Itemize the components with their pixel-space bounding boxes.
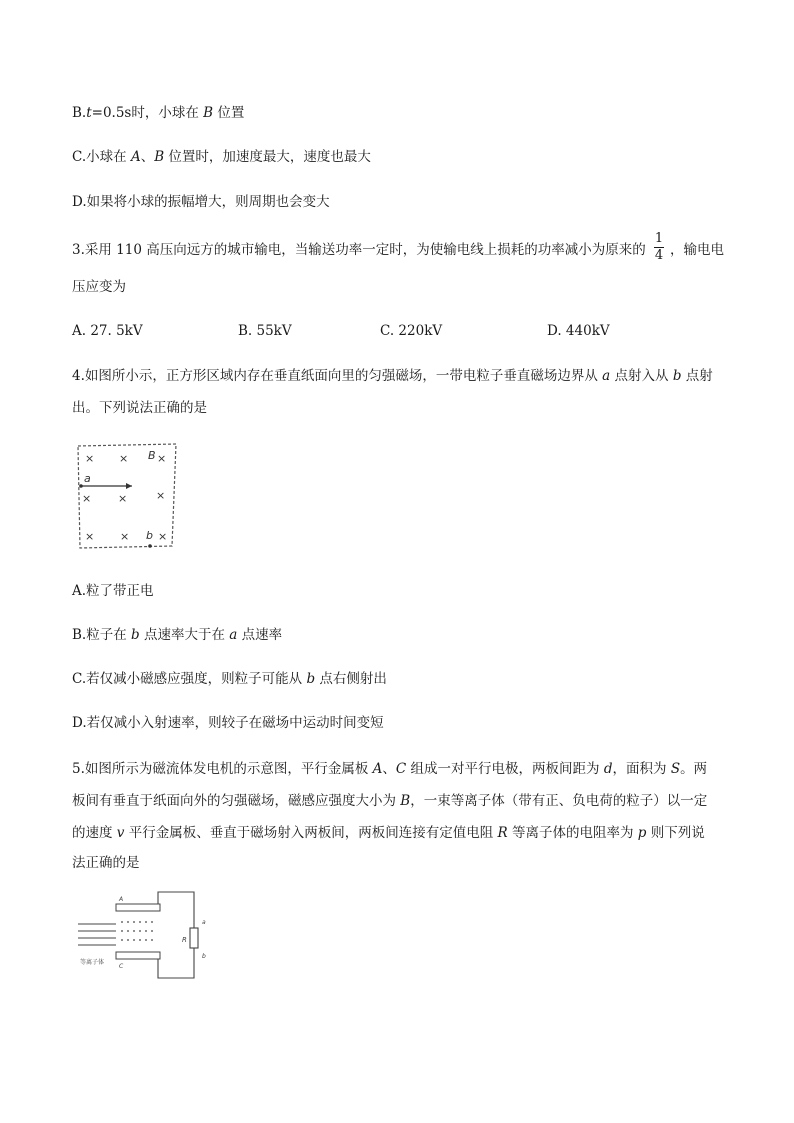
- q5-text: 的速度: [72, 825, 117, 841]
- q5-text: ，面积为: [612, 761, 671, 777]
- plate-A: [116, 904, 160, 911]
- q4-option-c: [72, 669, 387, 689]
- q4-stem-text: 4.如图所小示，正方形区域内存在垂直纸面向里的匀强磁场，一带电粒子垂直磁场边界从: [72, 368, 603, 384]
- field-cross: ×: [118, 492, 128, 505]
- exit-point-b: [148, 544, 152, 548]
- q5-stem-line3: [72, 823, 705, 843]
- var-B: B: [154, 149, 165, 165]
- q3-fraction: [654, 232, 664, 263]
- q2-option-c: [72, 147, 371, 167]
- var-b: b: [306, 671, 316, 687]
- q5-text: ，一束等离子体（带有正、负电荷的粒子）以一定: [410, 793, 708, 809]
- var-R: R: [497, 825, 508, 841]
- entry-point-a: [79, 484, 83, 488]
- q5-stem-line1: [72, 759, 707, 779]
- q4-stem-text: 点射: [681, 368, 713, 384]
- var-v: v: [116, 825, 125, 841]
- q3-option-b: B. 55kV: [238, 323, 292, 339]
- q3-stem-text: 3.采用 110 高压向远方的城市输电，当输送功率一定时，为使输电线上损耗的功率减小为原来的: [72, 242, 646, 258]
- q2-option-b-suffix: 位置: [213, 105, 245, 121]
- var-a: a: [602, 368, 611, 384]
- field-cross: ×: [85, 530, 95, 543]
- q2-option-d: D.如果将小球的振幅增大，则周期也会变大: [72, 194, 330, 210]
- q4-option-a: A.粒了带正电: [72, 583, 154, 599]
- q5-text: 。两: [680, 761, 708, 777]
- field-dots: [121, 921, 153, 941]
- var-b: b: [131, 627, 140, 643]
- q4-option-c-suffix: 点右侧射出: [315, 671, 387, 687]
- q4-option-b-prefix: B.粒子在: [72, 627, 132, 643]
- label-a: a: [84, 472, 91, 485]
- q2-option-b: [72, 103, 244, 123]
- q4-option-c-prefix: C.若仅减小磁感应强度，则粒子可能从: [72, 671, 307, 687]
- arrow-head: [126, 483, 132, 489]
- q5-mhd-generator-figure: [72, 886, 212, 986]
- q2-option-c-prefix: C.小球在: [72, 149, 131, 165]
- var-S: S: [670, 761, 681, 777]
- field-cross: ×: [156, 489, 166, 502]
- var-C: C: [395, 761, 407, 777]
- circuit-wire-bottom: [158, 946, 194, 978]
- resistor-R: [190, 928, 198, 948]
- q5-stem-line4: 法正确的是: [72, 855, 140, 871]
- q5-text: 组成一对平行电极，两板间距为: [406, 761, 604, 777]
- plate-C: [116, 952, 160, 959]
- var-a: a: [229, 627, 238, 643]
- label-B: B: [148, 449, 156, 462]
- label-C: C: [119, 963, 124, 970]
- label-b: b: [202, 953, 206, 960]
- field-cross: ×: [119, 452, 129, 465]
- q2-option-b-text: =0.5s时，小球在: [91, 105, 204, 121]
- q3-stem-line1-end: ，输电电: [670, 242, 724, 258]
- separator: 、: [382, 761, 396, 777]
- var-B: B: [203, 105, 214, 121]
- label-R: R: [182, 936, 187, 944]
- q4-option-d: D.若仅减小入射速率，则较子在磁场中运动时间变短: [72, 715, 384, 731]
- var-t: t: [86, 105, 92, 121]
- q3-stem-line2: 压应变为: [72, 279, 126, 295]
- q3-stem-line1: [72, 240, 646, 260]
- label-a: a: [202, 919, 206, 926]
- field-cross: ×: [157, 452, 167, 465]
- q4-stem-line1: [72, 366, 713, 386]
- q5-stem-line2: [72, 791, 707, 811]
- q5-text: 5.如图所示为磁流体发电机的示意图，平行金属板: [72, 761, 373, 777]
- var-A: A: [372, 761, 383, 777]
- q4-stem-line2: 出。下列说法正确的是: [72, 400, 207, 416]
- separator: 、: [140, 149, 155, 165]
- q5-text: 等离子体的电阻率为: [507, 825, 638, 841]
- q3-option-d: D. 440kV: [547, 323, 610, 339]
- q3-option-a: A. 27. 5kV: [72, 323, 143, 339]
- q5-text: 平行金属板、垂直于磁场射入两板间，两板间连接有定值电阻: [124, 825, 498, 841]
- q5-text: 则下列说: [646, 825, 705, 841]
- label-A: A: [119, 896, 124, 903]
- var-B: B: [400, 793, 411, 809]
- q4-stem-text: 点射入从: [610, 368, 673, 384]
- field-cross: ×: [158, 530, 168, 543]
- var-d: d: [603, 761, 613, 777]
- label-b: b: [146, 529, 153, 542]
- field-cross: ×: [85, 452, 95, 465]
- q4-option-b: [72, 625, 282, 645]
- q2-option-c-suffix: 位置时，加速度最大，速度也最大: [164, 149, 371, 165]
- field-cross: ×: [120, 530, 130, 543]
- fraction-denominator: 4: [654, 248, 664, 263]
- q4-option-b-suffix: 点速率: [237, 627, 283, 643]
- var-rho: p: [637, 825, 647, 841]
- q2-option-b-prefix: B.: [72, 105, 87, 121]
- label-plasma: 等离子体: [80, 959, 105, 966]
- circuit-wire-top: [158, 892, 194, 930]
- fraction-numerator: 1: [654, 231, 664, 246]
- var-A: A: [130, 149, 141, 165]
- q4-magnetic-field-figure: [72, 440, 182, 552]
- var-b: b: [672, 368, 682, 384]
- q5-text: 板间有垂直于纸面向外的匀强磁场，磁感应强度大小为: [72, 793, 401, 809]
- q3-option-c: C. 220kV: [380, 323, 443, 339]
- field-cross: ×: [82, 492, 92, 505]
- q4-option-b-text: 点速率大于在: [139, 627, 230, 643]
